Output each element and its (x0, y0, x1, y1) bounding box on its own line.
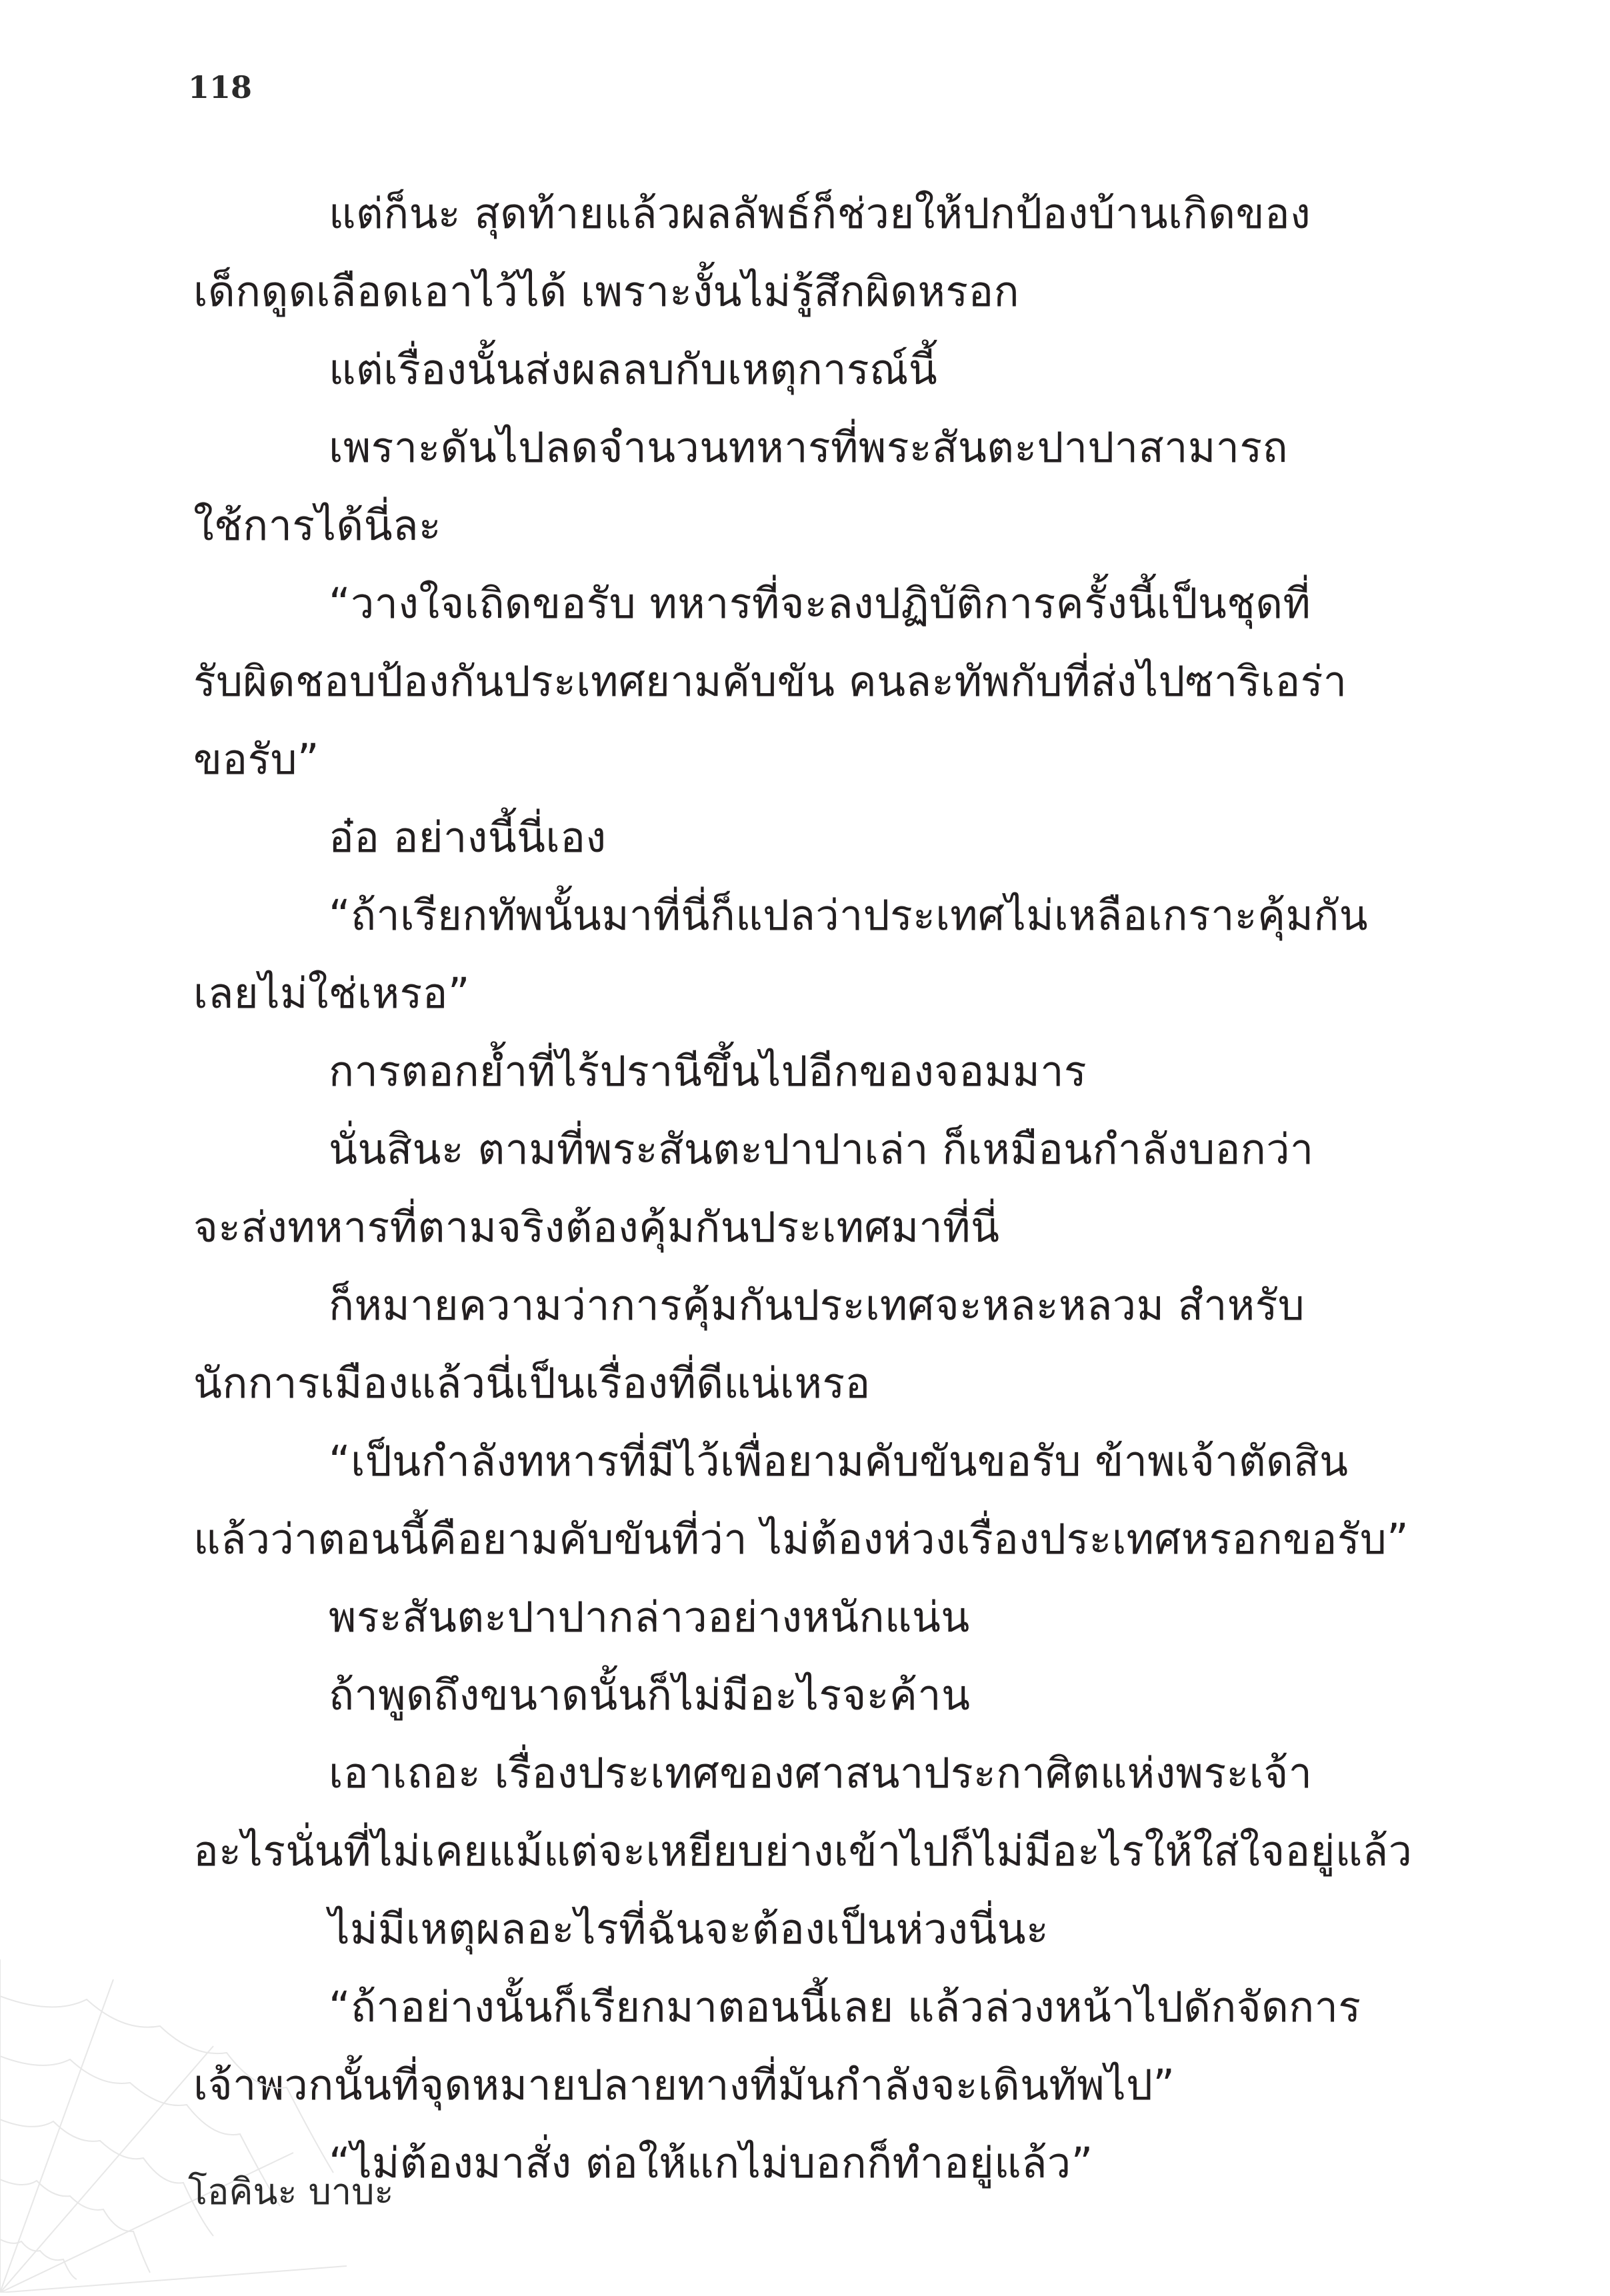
text-line: “วางใจเถิดขอรับ ทหารที่จะลงปฏิบัติการครั้งนี้เป็นชุดที่ (329, 579, 1311, 628)
text-line: พระสันตะปาปากล่าวอย่างหนักแน่น (329, 1593, 970, 1642)
text-line: เด็กดูดเลือดเอาไว้ได้ เพราะงั้นไม่รู้สึกผิดหรอก (193, 267, 1019, 316)
text-line: ก็หมายความว่าการคุ้มกันประเทศจะหละหลวม สำหรับ (329, 1281, 1305, 1330)
text-line: แต่เรื่องนั้นส่งผลลบกับเหตุการณ์นี้ (329, 345, 938, 394)
text-line: อ๋อ อย่างนี้นี่เอง (329, 813, 607, 862)
text-line: เลยไม่ใช่เหรอ” (193, 969, 470, 1018)
spider-web-decoration (0, 1933, 347, 2293)
text-line: เจ้าพวกนั้นที่จุดหมายปลายทางที่มันกำลังจะเดินทัพไป” (193, 2061, 1175, 2109)
text-line: อะไรนั่นที่ไม่เคยแม้แต่จะเหยียบย่างเข้าไปก็ไม่มีอะไรให้ใส่ใจอยู่แล้ว (193, 1827, 1413, 1875)
text-line: เพราะดันไปลดจำนวนทหารที่พระสันตะปาปาสามารถ (329, 423, 1288, 472)
text-line: ถ้าพูดถึงขนาดนั้นก็ไม่มีอะไรจะค้าน (329, 1671, 971, 1720)
text-line: ใช้การได้นี่ละ (193, 501, 441, 550)
page-number: 118 (188, 69, 253, 105)
text-line: “ถ้าเรียกทัพนั้นมาที่นี่ก็แปลว่าประเทศไม่เหลือเกราะคุ้มกัน (329, 891, 1369, 940)
text-line: แต่ก็นะ สุดท้ายแล้วผลลัพธ์ก็ช่วยให้ปกป้องบ้านเกิดของ (329, 189, 1311, 238)
text-line: จะส่งทหารที่ตามจริงต้องคุ้มกันประเทศมาที่นี่ (193, 1203, 1000, 1252)
author-name: โอคินะ บาบะ (188, 2171, 394, 2213)
text-line: รับผิดชอบป้องกันประเทศยามคับขัน คนละทัพกับที่ส่งไปซาริเอร่า (193, 657, 1347, 706)
text-line: ไม่มีเหตุผลอะไรที่ฉันจะต้องเป็นห่วงนี่นะ (329, 1905, 1049, 1953)
text-line: แล้วว่าตอนนี้คือยามคับขันที่ว่า ไม่ต้องห่วงเรื่องประเทศหรอกขอรับ” (193, 1515, 1409, 1564)
text-line: ขอรับ” (193, 735, 319, 784)
text-line: นักการเมืองแล้วนี่เป็นเรื่องที่ดีแน่เหรอ (193, 1359, 871, 1408)
text-line: เอาเถอะ เรื่องประเทศของศาสนาประกาศิตแห่งพระเจ้า (329, 1749, 1313, 1797)
text-line: “เป็นกำลังทหารที่มีไว้เพื่อยามคับขันขอรับ ข้าพเจ้าตัดสิน (329, 1437, 1349, 1486)
text-line: นั่นสินะ ตามที่พระสันตะปาปาเล่า ก็เหมือนกำลังบอกว่า (329, 1125, 1314, 1174)
text-line: “ไม่ต้องมาสั่ง ต่อให้แกไม่บอกก็ทำอยู่แล้ว” (329, 2139, 1093, 2187)
text-line: “ถ้าอย่างนั้นก็เรียกมาตอนนี้เลย แล้วล่วงหน้าไปดักจัดการ (329, 1983, 1361, 2031)
body-text (193, 175, 1413, 2202)
text-line: การตอกย้ำที่ไร้ปรานีขึ้นไปอีกของจอมมาร (329, 1047, 1087, 1096)
